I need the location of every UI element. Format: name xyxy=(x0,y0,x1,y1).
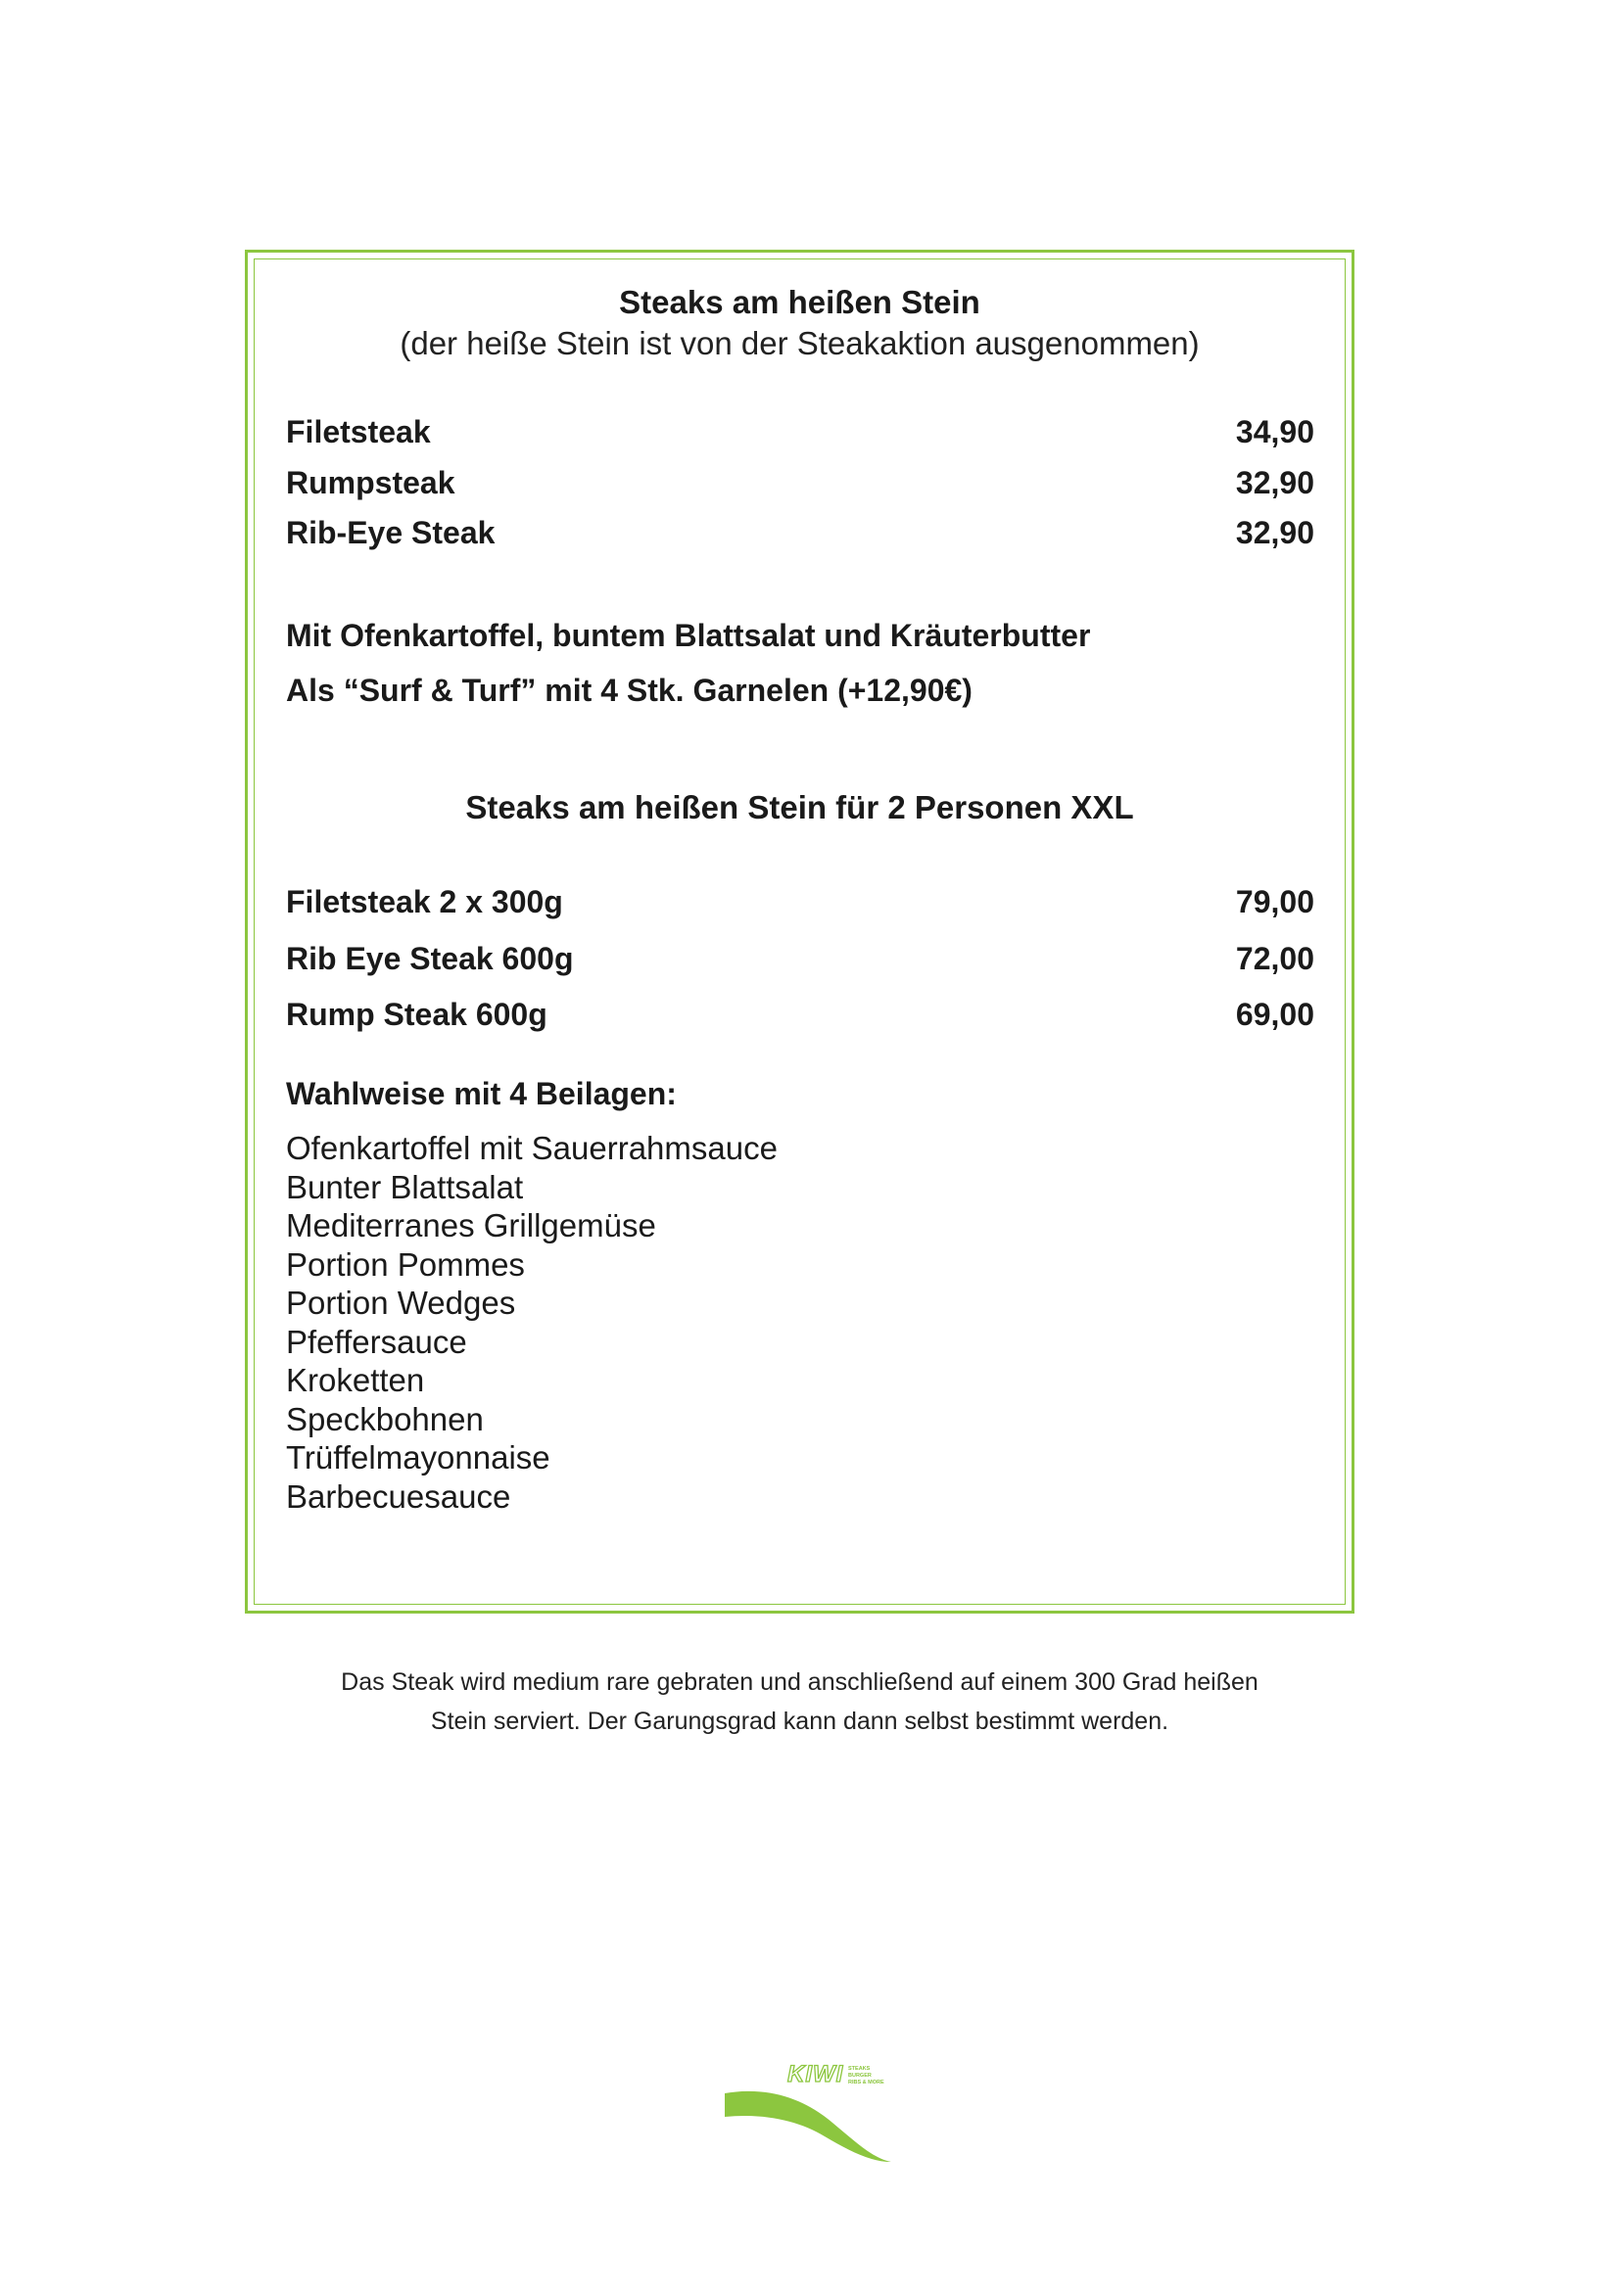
svg-text:RIBS & MORE: RIBS & MORE xyxy=(848,2080,884,2085)
surf-turf-note: Als “Surf & Turf” mit 4 Stk. Garnelen (+12,90€) xyxy=(286,673,973,708)
sides-heading: Wahlweise mit 4 Beilagen: xyxy=(286,1076,677,1111)
section1-title: Steaks am heißen Stein xyxy=(619,284,980,320)
section2-title: Steaks am heißen Stein für 2 Personen XXL xyxy=(465,789,1134,825)
side-item: Bunter Blattsalat xyxy=(286,1168,524,1205)
menu-item-name: Filetsteak xyxy=(286,414,431,449)
svg-text:STEAKS: STEAKS xyxy=(848,2066,871,2072)
sides-list xyxy=(286,1129,778,1516)
side-item: Trüffelmayonnaise xyxy=(286,1439,550,1476)
footnote-line: Das Steak wird medium rare gebraten und anschließend auf einem 300 Grad heißen xyxy=(341,1668,1258,1696)
menu-item-name: Rump Steak 600g xyxy=(286,997,547,1032)
menu-item-price: 32,90 xyxy=(1235,465,1314,500)
menu-item-price: 32,90 xyxy=(1235,515,1314,550)
side-item: Mediterranes Grillgemüse xyxy=(286,1207,656,1243)
menu-item-name: Rumpsteak xyxy=(286,465,455,500)
footnote-line: Stein serviert. Der Garungsgrad kann dann selbst bestimmt werden. xyxy=(430,1708,1169,1735)
side-item: Kroketten xyxy=(286,1362,425,1398)
side-item: Ofenkartoffel mit Sauerrahmsauce xyxy=(286,1130,778,1166)
kiwi-swoosh-icon xyxy=(723,2060,897,2166)
svg-text:BURGER: BURGER xyxy=(848,2073,872,2079)
side-item: Pfeffersauce xyxy=(286,1323,467,1360)
svg-text:KIWI: KIWI xyxy=(787,2061,844,2087)
menu-item-name: Filetsteak 2 x 300g xyxy=(286,884,563,919)
accompaniment-note: Mit Ofenkartoffel, buntem Blattsalat und Kräuterbutter xyxy=(286,618,1091,653)
menu-item-price: 34,90 xyxy=(1235,414,1314,449)
menu-item-price: 72,00 xyxy=(1235,941,1314,976)
side-item: Speckbohnen xyxy=(286,1400,484,1437)
menu-item-name: Rib-Eye Steak xyxy=(286,515,496,550)
footnote xyxy=(245,1663,1354,1741)
side-item: Barbecuesauce xyxy=(286,1477,511,1515)
menu-item-name: Rib Eye Steak 600g xyxy=(286,941,574,976)
kiwi-logo xyxy=(723,2060,897,2166)
section1-subtitle: (der heiße Stein ist von der Steakaktion ausgenommen) xyxy=(400,325,1200,361)
side-item: Portion Pommes xyxy=(286,1245,525,1283)
side-item: Portion Wedges xyxy=(286,1285,516,1321)
menu-item-price: 79,00 xyxy=(1235,884,1314,919)
menu-item-price: 69,00 xyxy=(1235,997,1314,1032)
